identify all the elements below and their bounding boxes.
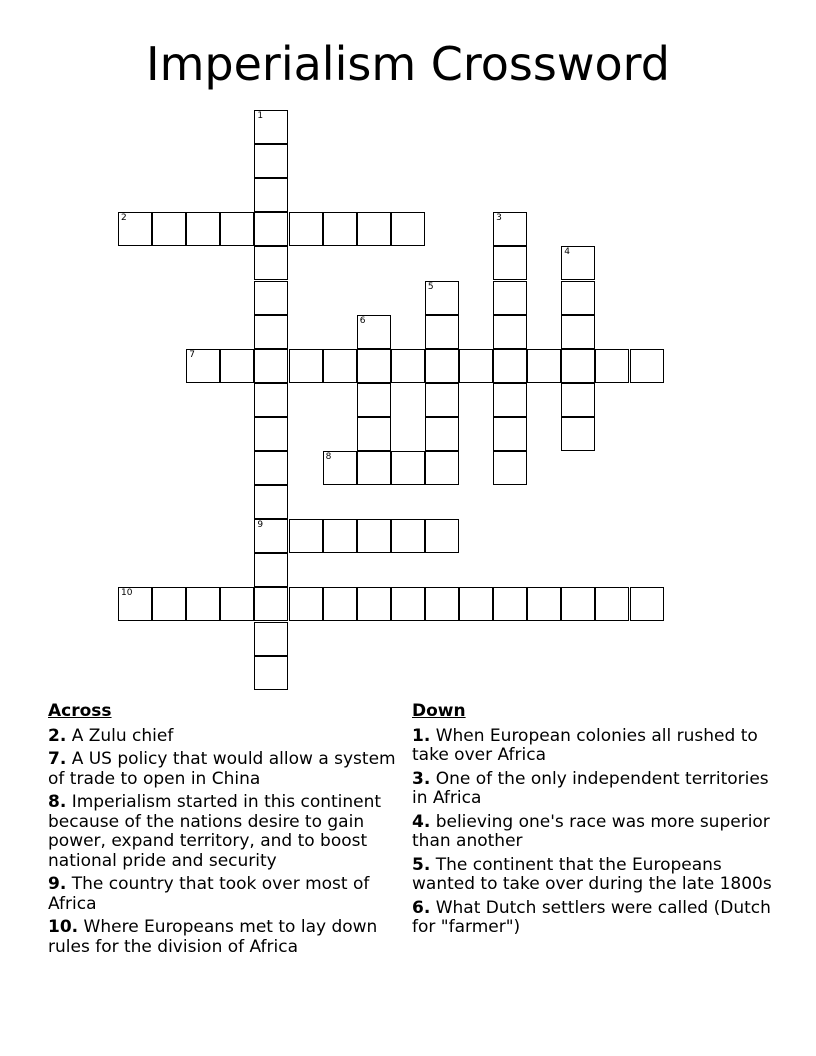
grid-cell[interactable] <box>323 519 357 553</box>
grid-cell[interactable] <box>186 587 220 621</box>
grid-cell[interactable] <box>391 349 425 383</box>
grid-cell[interactable] <box>254 587 288 621</box>
clue-number: 9. <box>48 874 67 894</box>
cell-number: 3 <box>496 213 502 224</box>
clue-text: The continent that the Europeans wanted to take over during the late 1800s <box>412 854 772 894</box>
grid-cell[interactable] <box>254 178 288 212</box>
grid-cell[interactable] <box>254 383 288 417</box>
cell-number: 7 <box>189 349 195 360</box>
grid-cell[interactable] <box>254 144 288 178</box>
cell-number: 10 <box>121 588 133 599</box>
grid-cell[interactable] <box>459 587 493 621</box>
grid-cell[interactable] <box>323 587 357 621</box>
grid-cell[interactable] <box>561 315 595 349</box>
grid-cell[interactable] <box>118 212 152 246</box>
grid-cell[interactable] <box>425 383 459 417</box>
grid-cell[interactable] <box>561 587 595 621</box>
grid-cell[interactable] <box>254 417 288 451</box>
grid-cell[interactable] <box>220 587 254 621</box>
grid-cell[interactable] <box>323 212 357 246</box>
clue-text: believing one's race was more superior than another <box>412 811 770 851</box>
grid-cell[interactable] <box>493 315 527 349</box>
grid-cell[interactable] <box>254 246 288 280</box>
clue-number: 2. <box>48 725 67 746</box>
across-heading: Across <box>48 701 112 721</box>
cell-number: 9 <box>257 520 264 531</box>
grid-cell[interactable] <box>595 587 629 621</box>
grid-cell[interactable] <box>357 451 391 485</box>
clue-text: A Zulu chief <box>71 725 174 746</box>
clue-number: 10. <box>48 917 79 937</box>
grid-cell[interactable] <box>254 281 288 315</box>
grid-cell[interactable] <box>220 212 254 246</box>
grid-cell[interactable] <box>289 519 323 553</box>
grid-cell[interactable] <box>323 451 357 485</box>
grid-cell[interactable] <box>595 349 629 383</box>
cell-number: 8 <box>325 452 332 462</box>
grid-cell[interactable] <box>254 451 288 485</box>
grid-cell[interactable] <box>186 349 220 383</box>
grid-cell[interactable] <box>561 383 595 417</box>
clue-text: Imperialism started in this continent because of the nations desire to gain power, expand territory, and to boost national pride and security <box>48 792 382 871</box>
grid-cell[interactable] <box>425 519 459 553</box>
grid-cell[interactable] <box>357 519 391 553</box>
grid-cell[interactable] <box>493 281 527 315</box>
grid-cell[interactable] <box>254 656 288 690</box>
cell-number: 1 <box>257 111 264 121</box>
cell-number: 2 <box>121 213 127 224</box>
grid-cell[interactable] <box>493 417 527 451</box>
grid-cell[interactable] <box>254 519 288 553</box>
clue-number: 8. <box>48 792 67 812</box>
grid-cell[interactable] <box>357 315 391 349</box>
grid-cell[interactable] <box>561 349 595 383</box>
clue-number: 4. <box>412 811 431 832</box>
clue-number: 6. <box>412 897 431 918</box>
grid-cell[interactable] <box>425 451 459 485</box>
clue-across-9[interactable] <box>48 875 408 914</box>
grid-cell[interactable] <box>118 587 152 621</box>
clue-text: One of the only independent territories in Africa <box>412 768 769 808</box>
grid-cell[interactable] <box>254 622 288 656</box>
clue-text: The country that took over most of Africa <box>48 874 370 914</box>
grid-cell[interactable] <box>493 451 527 485</box>
grid-cell[interactable] <box>527 587 561 621</box>
cell-number: 4 <box>564 247 571 258</box>
clue-text: When European colonies all rushed to take over Africa <box>412 725 758 765</box>
clue-across-8[interactable] <box>48 793 408 871</box>
across-clues <box>48 702 408 961</box>
grid-cell[interactable] <box>561 281 595 315</box>
grid-cell[interactable] <box>254 485 288 519</box>
grid-cell[interactable] <box>254 315 288 349</box>
grid-cell[interactable] <box>289 349 323 383</box>
grid-cell[interactable] <box>425 315 459 349</box>
grid-cell[interactable] <box>425 417 459 451</box>
grid-cell[interactable] <box>357 383 391 417</box>
clue-down-3[interactable] <box>412 770 772 809</box>
grid-cell[interactable] <box>493 383 527 417</box>
clue-down-6[interactable] <box>412 899 772 938</box>
grid-cell[interactable] <box>425 349 459 383</box>
clue-down-4[interactable] <box>412 813 772 852</box>
grid-cell[interactable] <box>323 349 357 383</box>
grid-cell[interactable] <box>220 349 254 383</box>
clue-across-7[interactable] <box>48 750 408 789</box>
grid-cell[interactable] <box>493 246 527 280</box>
grid-cell[interactable] <box>391 587 425 621</box>
clue-number: 1. <box>412 725 431 746</box>
grid-cell[interactable] <box>357 349 391 383</box>
grid-cell[interactable] <box>152 212 186 246</box>
grid-cell[interactable] <box>630 349 664 383</box>
grid-cell[interactable] <box>254 553 288 587</box>
grid-cell[interactable] <box>561 246 595 280</box>
grid-cell[interactable] <box>254 212 288 246</box>
grid-cell[interactable] <box>254 349 288 383</box>
grid-cell[interactable] <box>630 587 664 621</box>
down-clues <box>412 702 772 942</box>
cell-number: 5 <box>427 281 434 292</box>
grid-cell[interactable] <box>493 349 527 383</box>
clue-text: A US policy that would allow a system of trade to open in China <box>48 749 396 789</box>
clue-text: Where Europeans met to lay down rules for the division of Africa <box>48 917 378 957</box>
clue-down-1[interactable] <box>412 727 772 766</box>
grid-cell[interactable] <box>391 212 425 246</box>
grid-cell[interactable] <box>289 587 323 621</box>
grid-cell[interactable] <box>425 587 459 621</box>
grid-cell[interactable] <box>493 587 527 621</box>
clue-number: 3. <box>412 768 431 789</box>
grid-cell[interactable] <box>425 281 459 315</box>
grid-cell[interactable] <box>357 417 391 451</box>
grid-cell[interactable] <box>527 349 561 383</box>
clue-down-5[interactable] <box>412 856 772 895</box>
grid-cell[interactable] <box>561 417 595 451</box>
grid-cell[interactable] <box>357 587 391 621</box>
clue-across-2[interactable] <box>48 727 408 747</box>
grid-cell[interactable] <box>391 451 425 485</box>
grid-cell[interactable] <box>459 349 493 383</box>
grid-cell[interactable] <box>289 212 323 246</box>
page-title: Imperialism Crossword <box>146 37 670 91</box>
grid-cell[interactable] <box>391 519 425 553</box>
clue-number: 7. <box>48 749 67 769</box>
grid-cell[interactable] <box>254 110 288 144</box>
grid-cell[interactable] <box>186 212 220 246</box>
clue-text: What Dutch settlers were called (Dutch for "farmer") <box>412 897 771 937</box>
grid-cell[interactable] <box>493 212 527 246</box>
clue-number: 5. <box>412 854 431 875</box>
down-heading: Down <box>412 701 466 721</box>
clue-across-10[interactable] <box>48 918 408 957</box>
grid-cell[interactable] <box>152 587 186 621</box>
grid-cell[interactable] <box>357 212 391 246</box>
cell-number: 6 <box>359 315 366 326</box>
